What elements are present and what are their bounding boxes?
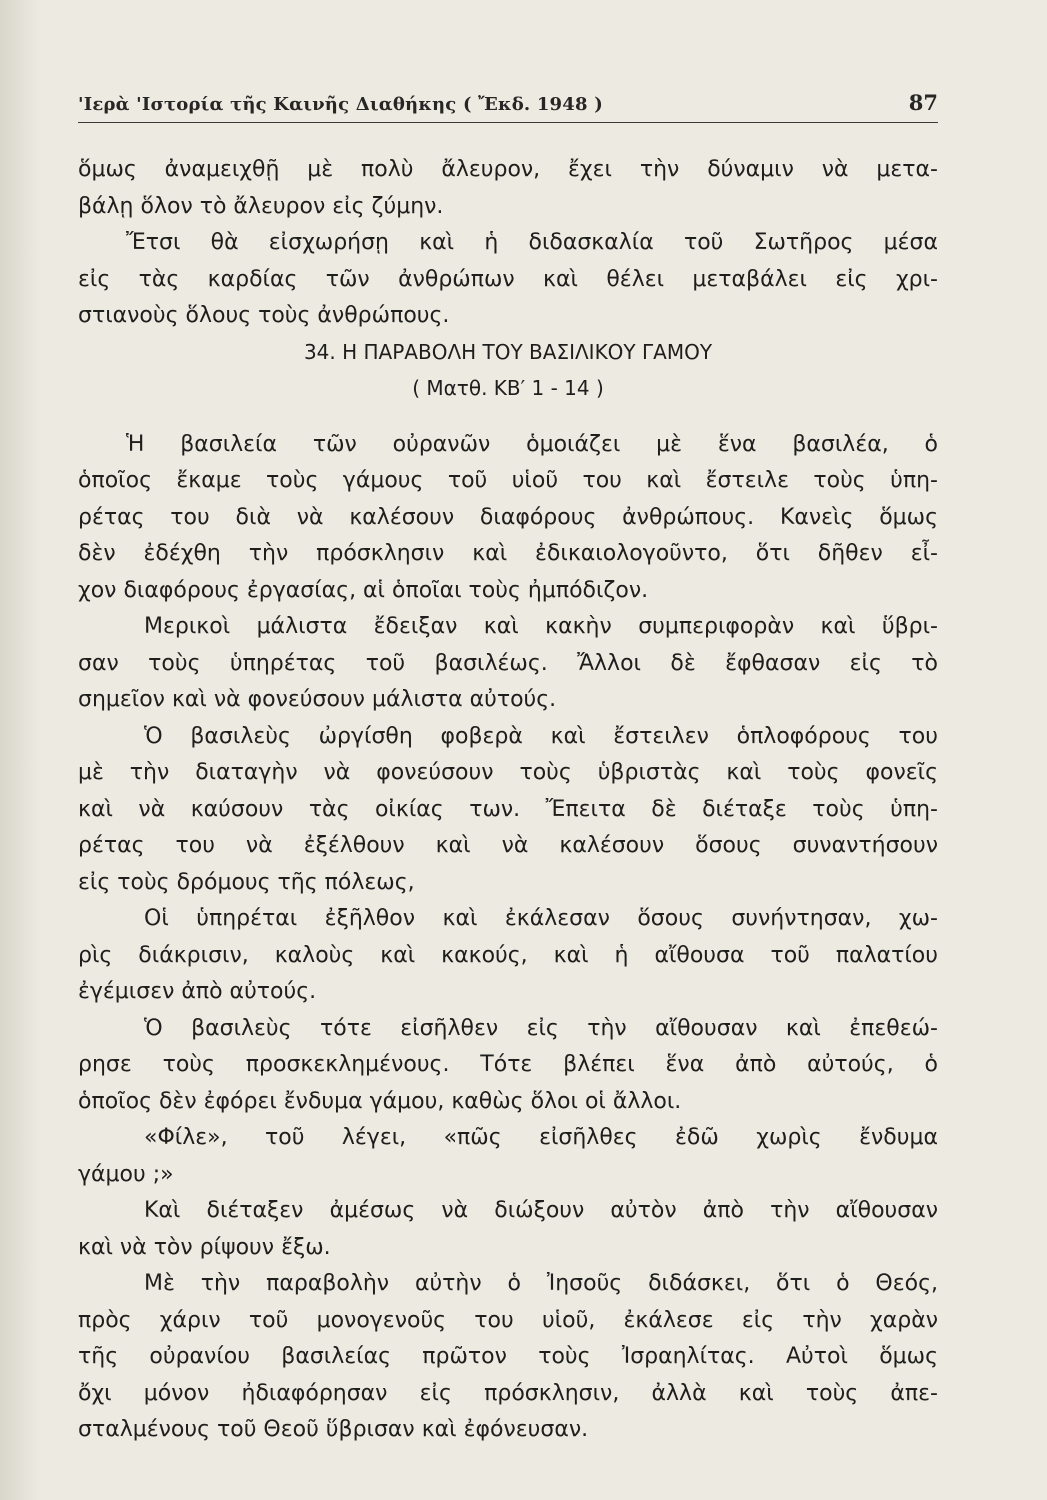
text-line: ρησε τοὺς προσκεκλημένους. Τότε βλέπει ἕνα ἀπὸ αὐτούς, ὁ	[78, 1052, 938, 1077]
text-line: ὁποῖος δὲν ἐφόρει ἔνδυμα γάμου, καθὼς ὅλοι οἱ ἄλλοι.	[78, 1088, 682, 1114]
section-reference: ( Ματθ. ΚΒ′ 1 - 14 )	[412, 375, 604, 400]
page-header	[78, 90, 938, 123]
text-line: ἐγέμισεν ἀπὸ αὐτούς.	[78, 979, 317, 1004]
running-title: 'Ιερὰ 'Ιστορία τῆς Καινῆς Διαθήκης ( Ἔκδ. 1948 )	[78, 94, 603, 115]
text-line: σταλμένους τοῦ Θεοῦ ὕβρισαν καὶ ἐφόνευσαν.	[78, 1417, 589, 1442]
text-line: «Φίλε», τοῦ λέγει, «πῶς εἰσῆλθες ἐδῶ χωρὶς ἔνδυμα	[144, 1125, 938, 1150]
text-line: τῆς οὐρανίου βασιλείας πρῶτον τοὺς Ἰσραηλίτας. Αὐτοὶ ὅμως	[78, 1344, 938, 1369]
text-line: Ἔτσι θὰ εἰσχωρήσῃ καὶ ἡ διδασκαλία τοῦ Σωτῆρος μέσα	[126, 230, 938, 255]
page-edge-shadow	[0, 0, 40, 1500]
section-heading: 34. Η ΠΑΡΑΒΟΛΗ ΤΟΥ ΒΑΣΙΛΙΚΟΥ ΓΑΜΟΥ	[303, 339, 713, 364]
text-line: Ὁ βασιλεὺς τότε εἰσῆλθεν εἰς τὴν αἴθουσαν καὶ ἐπεθεώ-	[144, 1015, 938, 1041]
page-number: 87	[908, 90, 938, 115]
page-body	[78, 152, 938, 1449]
text-line: ὅμως ἀναμειχθῇ μὲ πολὺ ἄλευρον, ἔχει τὴν δύναμιν νὰ μετα-	[78, 157, 938, 182]
text-line: Οἱ ὑπηρέται ἐξῆλθον καὶ ἐκάλεσαν ὅσους συνήντησαν, χω-	[144, 906, 938, 931]
text-line: στιανοὺς ὅλους τοὺς ἀνθρώπους.	[78, 303, 450, 328]
text-line: σημεῖον καὶ νὰ φονεύσουν μάλιστα αὐτούς.	[78, 687, 557, 712]
text-line: Ὁ βασιλεὺς ὠργίσθη φοβερὰ καὶ ἔστειλεν ὁπλοφόρους του	[144, 723, 938, 749]
text-line: ρέτας του νὰ ἐξέλθουν καὶ νὰ καλέσουν ὅσους συναντήσουν	[78, 833, 938, 858]
text-line: καὶ νὰ τὸν ρίψουν ἔξω.	[78, 1234, 331, 1260]
text-line: σαν τοὺς ὑπηρέτας τοῦ βασιλέως. Ἄλλοι δὲ ἔφθασαν εἰς τὸ	[78, 650, 938, 676]
text-line: γάμου ;»	[78, 1161, 174, 1187]
text-line: ὄχι μόνον ἠδιαφόρησαν εἰς πρόσκλησιν, ἀλλὰ καὶ τοὺς ἀπε-	[78, 1380, 938, 1406]
text-line: εἰς τοὺς δρόμους τῆς πόλεως,	[78, 869, 415, 895]
text-line: Καὶ διέταξεν ἀμέσως νὰ διώξουν αὐτὸν ἀπὸ τὴν αἴθουσαν	[144, 1198, 938, 1223]
text-line: ρὶς διάκρισιν, καλοὺς καὶ κακούς, καὶ ἡ αἴθουσα τοῦ παλατίου	[78, 942, 938, 968]
text-line: Ἡ βασιλεία τῶν οὐρανῶν ὁμοιάζει μὲ ἕνα βασιλέα, ὁ	[126, 431, 938, 457]
text-line: χον διαφόρους ἐργασίας, αἱ ὁποῖαι τοὺς ἠμπόδιζον.	[78, 577, 649, 603]
text-line: εἰς τὰς καρδίας τῶν ἀνθρώπων καὶ θέλει μεταβάλει εἰς χρι-	[78, 266, 938, 292]
text-line: ρέτας του διὰ νὰ καλέσουν διαφόρους ἀνθρώπους. Κανεὶς ὅμως	[78, 504, 938, 530]
text-line: βάλῃ ὅλον τὸ ἄλευρον εἰς ζύμην.	[78, 193, 444, 219]
text-line: δὲν ἐδέχθη τὴν πρόσκλησιν καὶ ἐδικαιολογοῦντο, ὅτι δῆθεν εἶ-	[78, 541, 938, 566]
text-line: ὁποῖος ἔκαμε τοὺς γάμους τοῦ υἱοῦ του καὶ ἔστειλε τοὺς ὑπη-	[78, 468, 938, 493]
text-line: καὶ νὰ καύσουν τὰς οἰκίας των. Ἔπειτα δὲ διέταξε τοὺς ὑπη-	[78, 796, 938, 822]
text-line: πρὸς χάριν τοῦ μονογενοῦς του υἱοῦ, ἐκάλεσε εἰς τὴν χαρὰν	[78, 1307, 938, 1333]
text-line: Μερικοὶ μάλιστα ἔδειξαν καὶ κακὴν συμπεριφορὰν καὶ ὕβρι-	[144, 614, 938, 639]
text-line: Μὲ τὴν παραβολὴν αὐτὴν ὁ Ἰησοῦς διδάσκει, ὅτι ὁ Θεός,	[144, 1271, 938, 1296]
text-line: μὲ τὴν διαταγὴν νὰ φονεύσουν τοὺς ὑβριστὰς καὶ τοὺς φονεῖς	[78, 760, 938, 785]
